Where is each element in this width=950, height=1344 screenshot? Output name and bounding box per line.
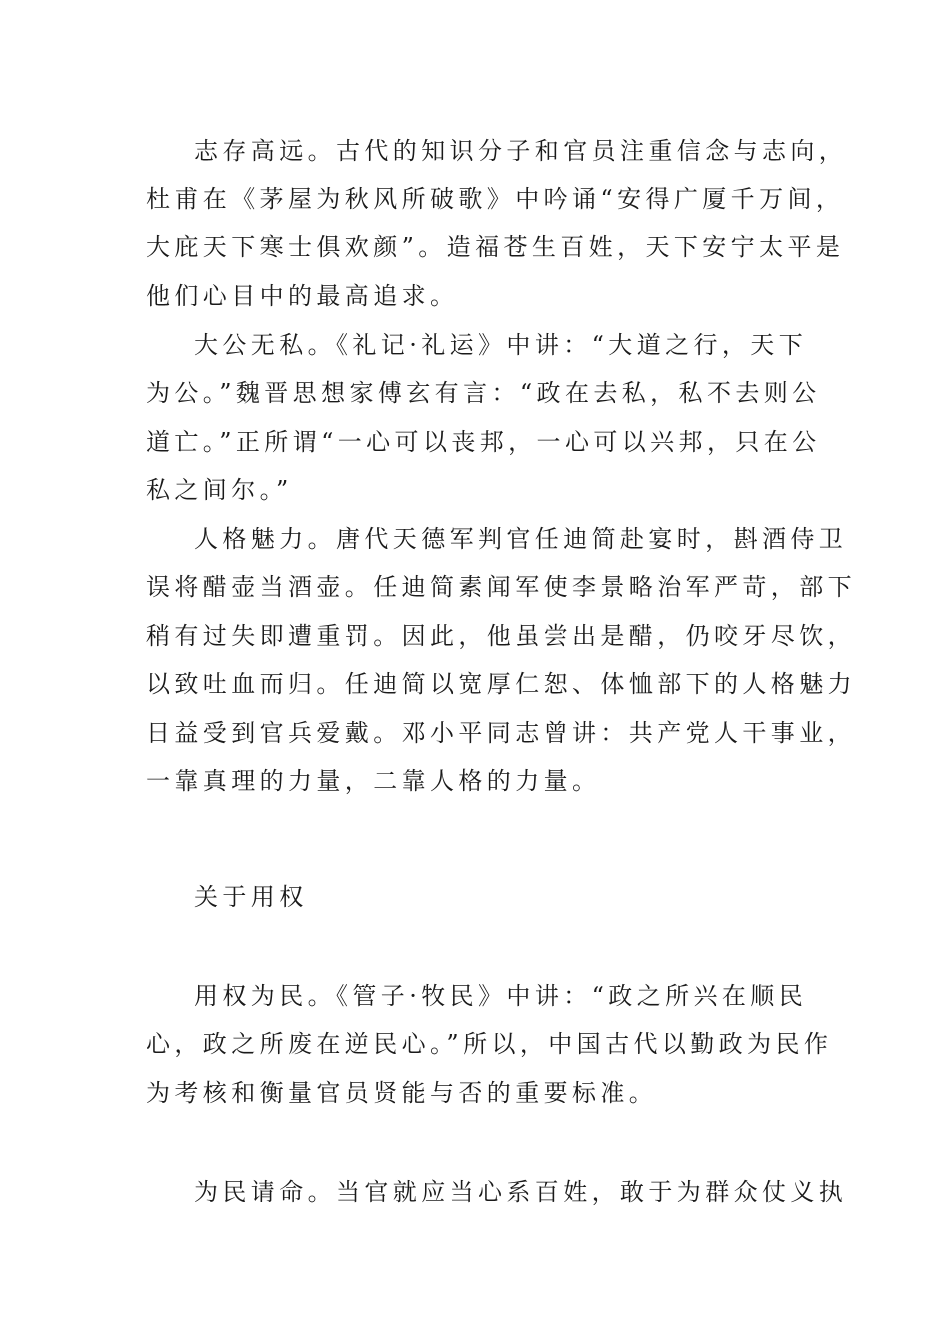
text-line: 一靠真理的力量，二靠人格的力量。 (146, 767, 601, 795)
text-line: 志存高远。古代的知识分子和官员注重信念与志向， (194, 137, 848, 165)
text-line: 他们心目中的最高追求。 (146, 282, 459, 310)
text-line: 日益受到官兵爱戴。邓小平同志曾讲：共产党人干事业， (146, 719, 856, 747)
text-line: 道亡。”正所谓“一心可以丧邦，一心可以兴邦，只在公 (146, 428, 821, 456)
text-line: 用权为民。《管子·牧民》中讲：“政之所兴在顺民 (194, 982, 808, 1010)
text-line: 人格魅力。唐代天德军判官任迪简赴宴时，斟酒侍卫 (194, 525, 848, 553)
text-line: 为公。”魏晋思想家傅玄有言：“政在去私，私不去则公 (146, 379, 821, 407)
text-line: 为考核和衡量官员贤能与否的重要标准。 (146, 1079, 658, 1107)
text-line: 稍有过失即遭重罚。因此，他虽尝出是醋，仍咬牙尽饮， (146, 622, 856, 650)
section-heading: 关于用权 (194, 883, 308, 911)
text-line: 私之间尔。” (146, 476, 293, 504)
text-line: 误将醋壶当酒壶。任迪简素闻军使李景略治军严苛，部下 (146, 573, 856, 601)
text-line: 大公无私。《礼记·礼运》中讲：“大道之行，天下 (194, 331, 808, 359)
text-line: 心，政之所废在逆民心。”所以，中国古代以勤政为民作 (146, 1030, 833, 1058)
text-line: 为民请命。当官就应当心系百姓，敢于为群众仗义执 (194, 1178, 848, 1206)
text-line: 大庇天下寒士俱欢颜”。造福苍生百姓，天下安宁太平是 (146, 233, 845, 261)
text-line: 杜甫在《茅屋为秋风所破歌》中吟诵“安得广厦千万间， (146, 185, 845, 213)
text-line: 以致吐血而归。任迪简以宽厚仁恕、体恤部下的人格魅力 (146, 670, 856, 698)
